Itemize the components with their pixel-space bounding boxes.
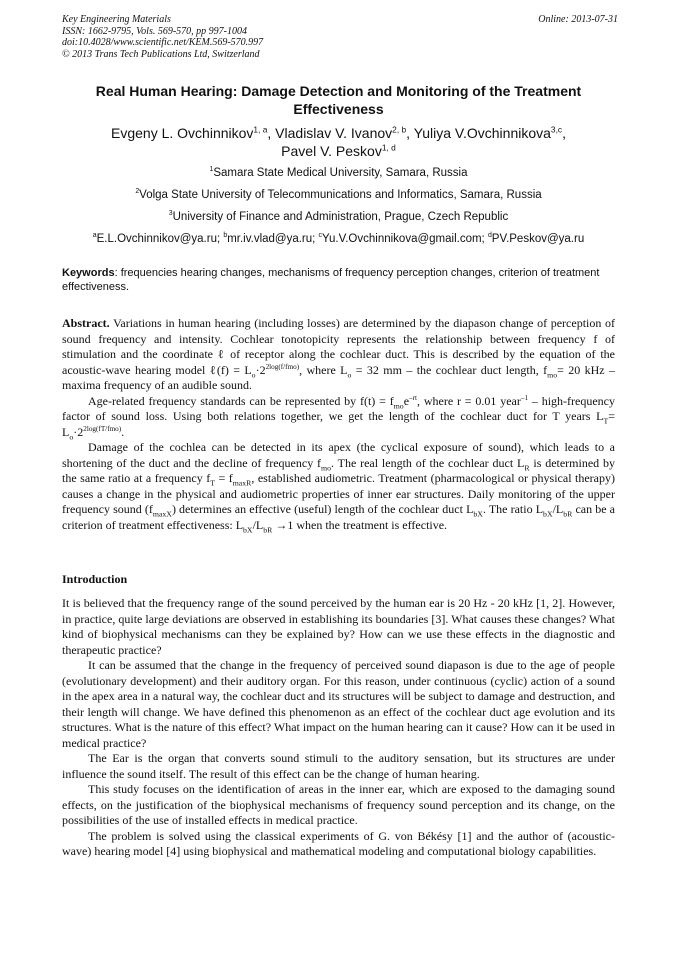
email: Yu.V.Ovchinnikova@gmail.com; (322, 233, 488, 245)
text-run: . The real length of the cochlear duct L (331, 455, 525, 470)
text-run: Age-related frequency standards can be represented by f(t) = f (88, 393, 394, 408)
paper-title: Real Human Hearing: Damage Detection and Monitoring of the Treatment Effectiveness (95, 83, 582, 117)
email-mark: a (92, 232, 97, 240)
affiliation-3 (62, 210, 615, 224)
abstract-label: Abstract. (62, 316, 110, 330)
subscript: T (603, 416, 609, 426)
affiliation-2 (62, 188, 615, 202)
text-run: , where L (299, 362, 348, 377)
text-run: Variations in human hearing (including losses) are determined by the diapason change of perception of sound frequency and intensity. Cochlear tonotopicity represents the relationship between frequency f of stimulation and the coordinate ℓ of receptor along the cochlear duct. This is described by the equation of the acoustic-wave hearing model ℓ(f) = L (62, 316, 615, 377)
affiliation-text: Samara State Medical University, Samara, Russia (213, 167, 468, 179)
subscript: o (251, 369, 256, 379)
author-list (62, 124, 615, 160)
text-run: – high-frequency factor of sound loss. Using both relations together, we get the length of the cochlear duct for T years L (62, 393, 615, 423)
superscript: 2log(f/fmo) (265, 362, 300, 371)
affiliation-number: 3 (168, 210, 173, 218)
author-name: Yuliya V.Ovchinnikova (413, 125, 551, 141)
text-run: e (403, 393, 410, 408)
email-mark: d (487, 232, 492, 240)
text-run: ·2 (73, 424, 84, 439)
affiliation-text: University of Finance and Administration, Prague, Czech Republic (172, 211, 509, 223)
intro-paragraph: It can be assumed that the change in the frequency of perceived sound diapason is due to the age of people (evolutionary development) and their auditory organ. For this reason, under continuous (cyclic) action of a sound in the apex area in a natural way, the cochlear duct and its structures will be subject to damage and destruction, and their length will change. We have defined this phenomenon as an effect of the cochlear duct age evolution and its structures. What is the nature of this effect? What impact on the human hearing can it cause? How can it be used in medical practice? (62, 658, 615, 750)
text-run: →1 when the treatment is effective. (272, 517, 448, 532)
text-run: . The ratio L (482, 502, 544, 516)
text-run: /L (252, 517, 264, 532)
author-separator: , (406, 125, 414, 141)
superscript: 2log(fT/fmo) (83, 424, 122, 433)
abstract-paragraph (62, 394, 615, 441)
subscript: R (524, 462, 530, 472)
author-affiliation-mark: 2, b (392, 124, 407, 135)
text-run: can be a criterion of treatment effectiveness: L (62, 502, 616, 532)
author-name: Vladislav V. Ivanov (275, 125, 393, 141)
text-run: is determined by the same ratio at a frequency f (62, 455, 615, 485)
text-run: ) determines an effective (useful) length of the cochlear duct L (171, 502, 474, 516)
affiliation-number: 2 (135, 188, 140, 196)
subscript: maxR (232, 478, 252, 488)
subscript: T (210, 478, 215, 488)
abstract-paragraph (62, 440, 615, 533)
subscript: bR (563, 509, 573, 519)
affiliation-1 (62, 166, 615, 180)
keywords-label: Keywords (62, 267, 115, 279)
email: E.L.Ovchinnikov@ya.ru; (96, 233, 224, 245)
introduction-block (62, 596, 615, 860)
text-run: = 32 mm – the cochlear duct length, f (351, 362, 548, 377)
text-run: . (121, 424, 125, 439)
intro-paragraph: It is believed that the frequency range of the sound perceived by the human ear is 20 Hz - 20 kHz [1, 2]. However, in practice, quite large deviations are observed in establishing its boundaries [3]. What causes these changes? What kind of biophysical mechanisms can they be explained by? How can we use these effects in the diagnostic and therapeutic practice? (62, 596, 615, 657)
email-line (62, 232, 615, 246)
email: PV.Peskov@ya.ru (491, 233, 585, 245)
superscript: –1 (520, 393, 529, 402)
author-separator: , (267, 125, 276, 141)
text-run: Damage of the cochlea can be detected in its apex (the cyclical exposure of sound), which leads to a shortening of the duct and the decline of frequency f (62, 440, 615, 470)
subscript: bX (543, 509, 553, 519)
author-name: Pavel V. Peskov (281, 143, 382, 159)
author-name: Evgeny L. Ovchinnikov (111, 125, 254, 141)
subscript: bX (473, 509, 483, 519)
doi-line: doi:10.4028/www.scientific.net/KEM.569-570.997 (62, 37, 264, 48)
subscript: maxX (152, 509, 172, 519)
subscript: bR (263, 524, 273, 534)
subscript: bX (243, 524, 253, 534)
author-affiliation-mark: 3,c (550, 124, 563, 135)
author-separator: , (562, 125, 566, 141)
email: mr.iv.vlad@ya.ru; (227, 233, 319, 245)
abstract-block (62, 316, 615, 533)
online-date: Online: 2013-07-31 (538, 14, 618, 25)
subscript: mo (547, 369, 558, 379)
email-mark: c (318, 232, 322, 240)
affiliation-text: Volga State University of Telecommunications and Informatics, Samara, Russia (139, 189, 542, 201)
text-run: , where r = 0.01 year (417, 393, 521, 408)
copyright-line: © 2013 Trans Tech Publications Ltd, Switzerland (62, 48, 260, 60)
journal-name: Key Engineering Materials (62, 14, 171, 25)
issn-line: ISSN: 1662-9795, Vols. 569-570, pp 997-1004 (62, 25, 247, 37)
section-heading: Introduction (62, 572, 128, 586)
intro-paragraph: This study focuses on the identification of areas in the inner ear, which are exposed to the damaging sound effects, on the justification of the biophysical mechanisms of frequency sound perception and its change, on the possibilities of the use of installed effects in medical practice. (62, 782, 615, 827)
subscript: o (347, 369, 352, 379)
subscript: mo (321, 462, 331, 472)
superscript: –rt (409, 393, 417, 402)
affiliation-number: 1 (209, 166, 214, 174)
email-mark: b (223, 232, 228, 240)
text-run: = f (214, 471, 233, 485)
text-run: = L (62, 409, 615, 439)
subscript: mo (393, 400, 404, 410)
subscript: o (69, 431, 74, 441)
text-run: /L (552, 502, 564, 516)
intro-paragraph: The problem is solved using the classical experiments of G. von Békésy [1] and the author of (acoustic-wave) hearing model [4] using biophysical and mathematical modeling and computational biology capabilities. (62, 828, 615, 858)
text-run: = 20 kHz – maxima frequency of an audible sound. (62, 362, 615, 392)
author-affiliation-mark: 1, a (253, 124, 268, 135)
abstract-paragraph (62, 316, 615, 394)
keywords-text: : frequencies hearing changes, mechanisms of frequency perception changes, criterion of treatment effectiveness. (62, 267, 600, 293)
keywords-block (62, 266, 615, 294)
text-run: ·2 (255, 362, 266, 377)
journal-header (62, 14, 618, 60)
author-affiliation-mark: 1, d (381, 142, 396, 153)
text-run: , established audiometric. Treatment (pharmacological or physical therapy) causes a change in the physical and audiometric properties of inner ear structures. Daily monitoring of the upper frequency sound (f (62, 471, 615, 516)
intro-paragraph: The Ear is the organ that converts sound stimuli to the auditory sensation, but its structures are under influence the sound itself. The result of this effect can be the change of human hearing. (62, 751, 615, 781)
